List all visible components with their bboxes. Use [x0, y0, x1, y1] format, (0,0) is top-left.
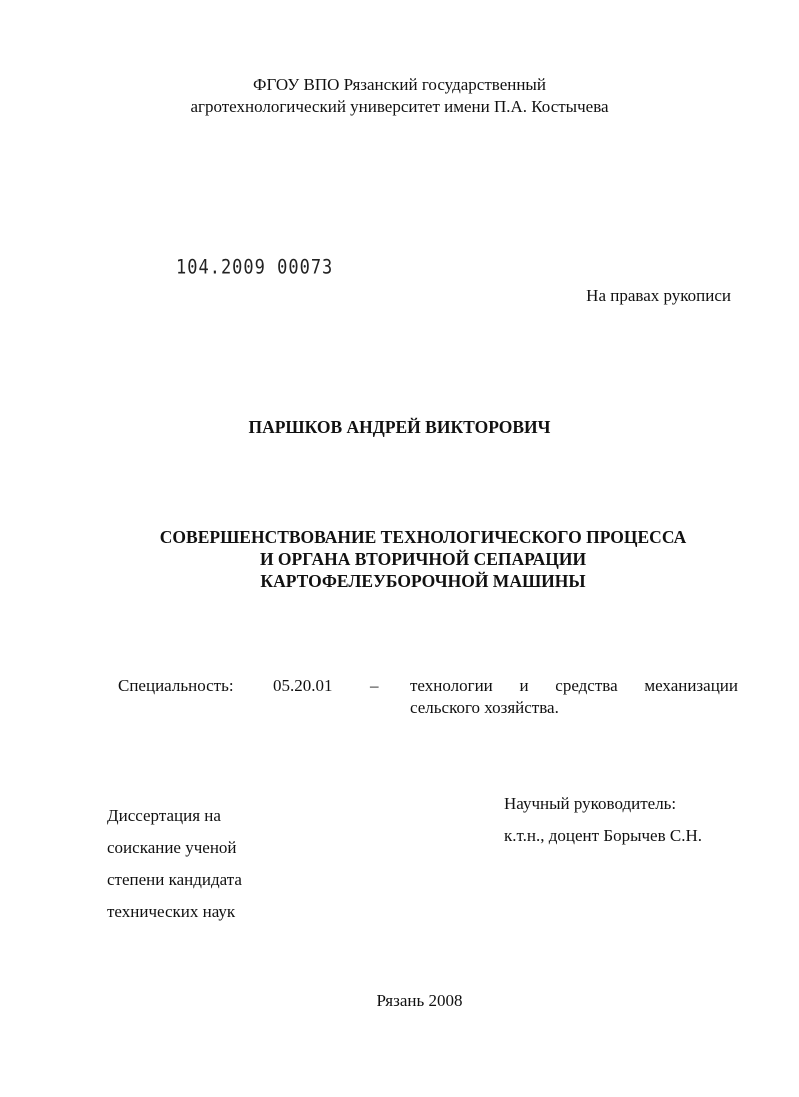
registration-stamp: 104.2009 00073 — [176, 256, 334, 279]
organization-line-2: агротехнологический университет имени П.А. Костычева — [190, 97, 609, 116]
organization-line-1: ФГОУ ВПО Рязанский государственный — [253, 75, 546, 94]
title-line-3: КАРТОФЕЛЕУБОРОЧНОЙ МАШИНЫ — [260, 571, 586, 591]
dissertation-degree — [107, 800, 242, 928]
degree-line-3: степени кандидата — [107, 870, 242, 889]
author-name: ПАРШКОВ АНДРЕЙ ВИКТОРОВИЧ — [248, 417, 551, 437]
city-year: Рязань 2008 — [376, 991, 463, 1010]
manuscript-note: На правах рукописи — [586, 286, 731, 305]
specialty-dash: – — [370, 676, 379, 695]
title-line-2: И ОРГАНА ВТОРИЧНОЙ СЕПАРАЦИИ — [259, 549, 587, 569]
degree-line-4: технических наук — [107, 902, 236, 921]
dissertation-title — [0, 526, 799, 592]
organization-header — [0, 74, 799, 118]
title-line-1: СОВЕРШЕНСТВОВАНИЕ ТЕХНОЛОГИЧЕСКОГО ПРОЦЕССА — [159, 527, 687, 547]
supervisor-block — [504, 788, 702, 852]
supervisor-name: к.т.н., доцент Борычев С.Н. — [504, 826, 702, 845]
specialty-description-line-1: технологии и средства механизации — [410, 676, 738, 695]
degree-line-2: соискание ученой — [107, 838, 237, 857]
supervisor-label: Научный руководитель: — [504, 794, 677, 813]
specialty-code: 05.20.01 — [273, 676, 333, 695]
degree-line-1: Диссертация на — [107, 806, 221, 825]
specialty-label: Специальность: — [118, 676, 234, 695]
specialty-description-line-2: сельского хозяйства. — [410, 698, 559, 717]
